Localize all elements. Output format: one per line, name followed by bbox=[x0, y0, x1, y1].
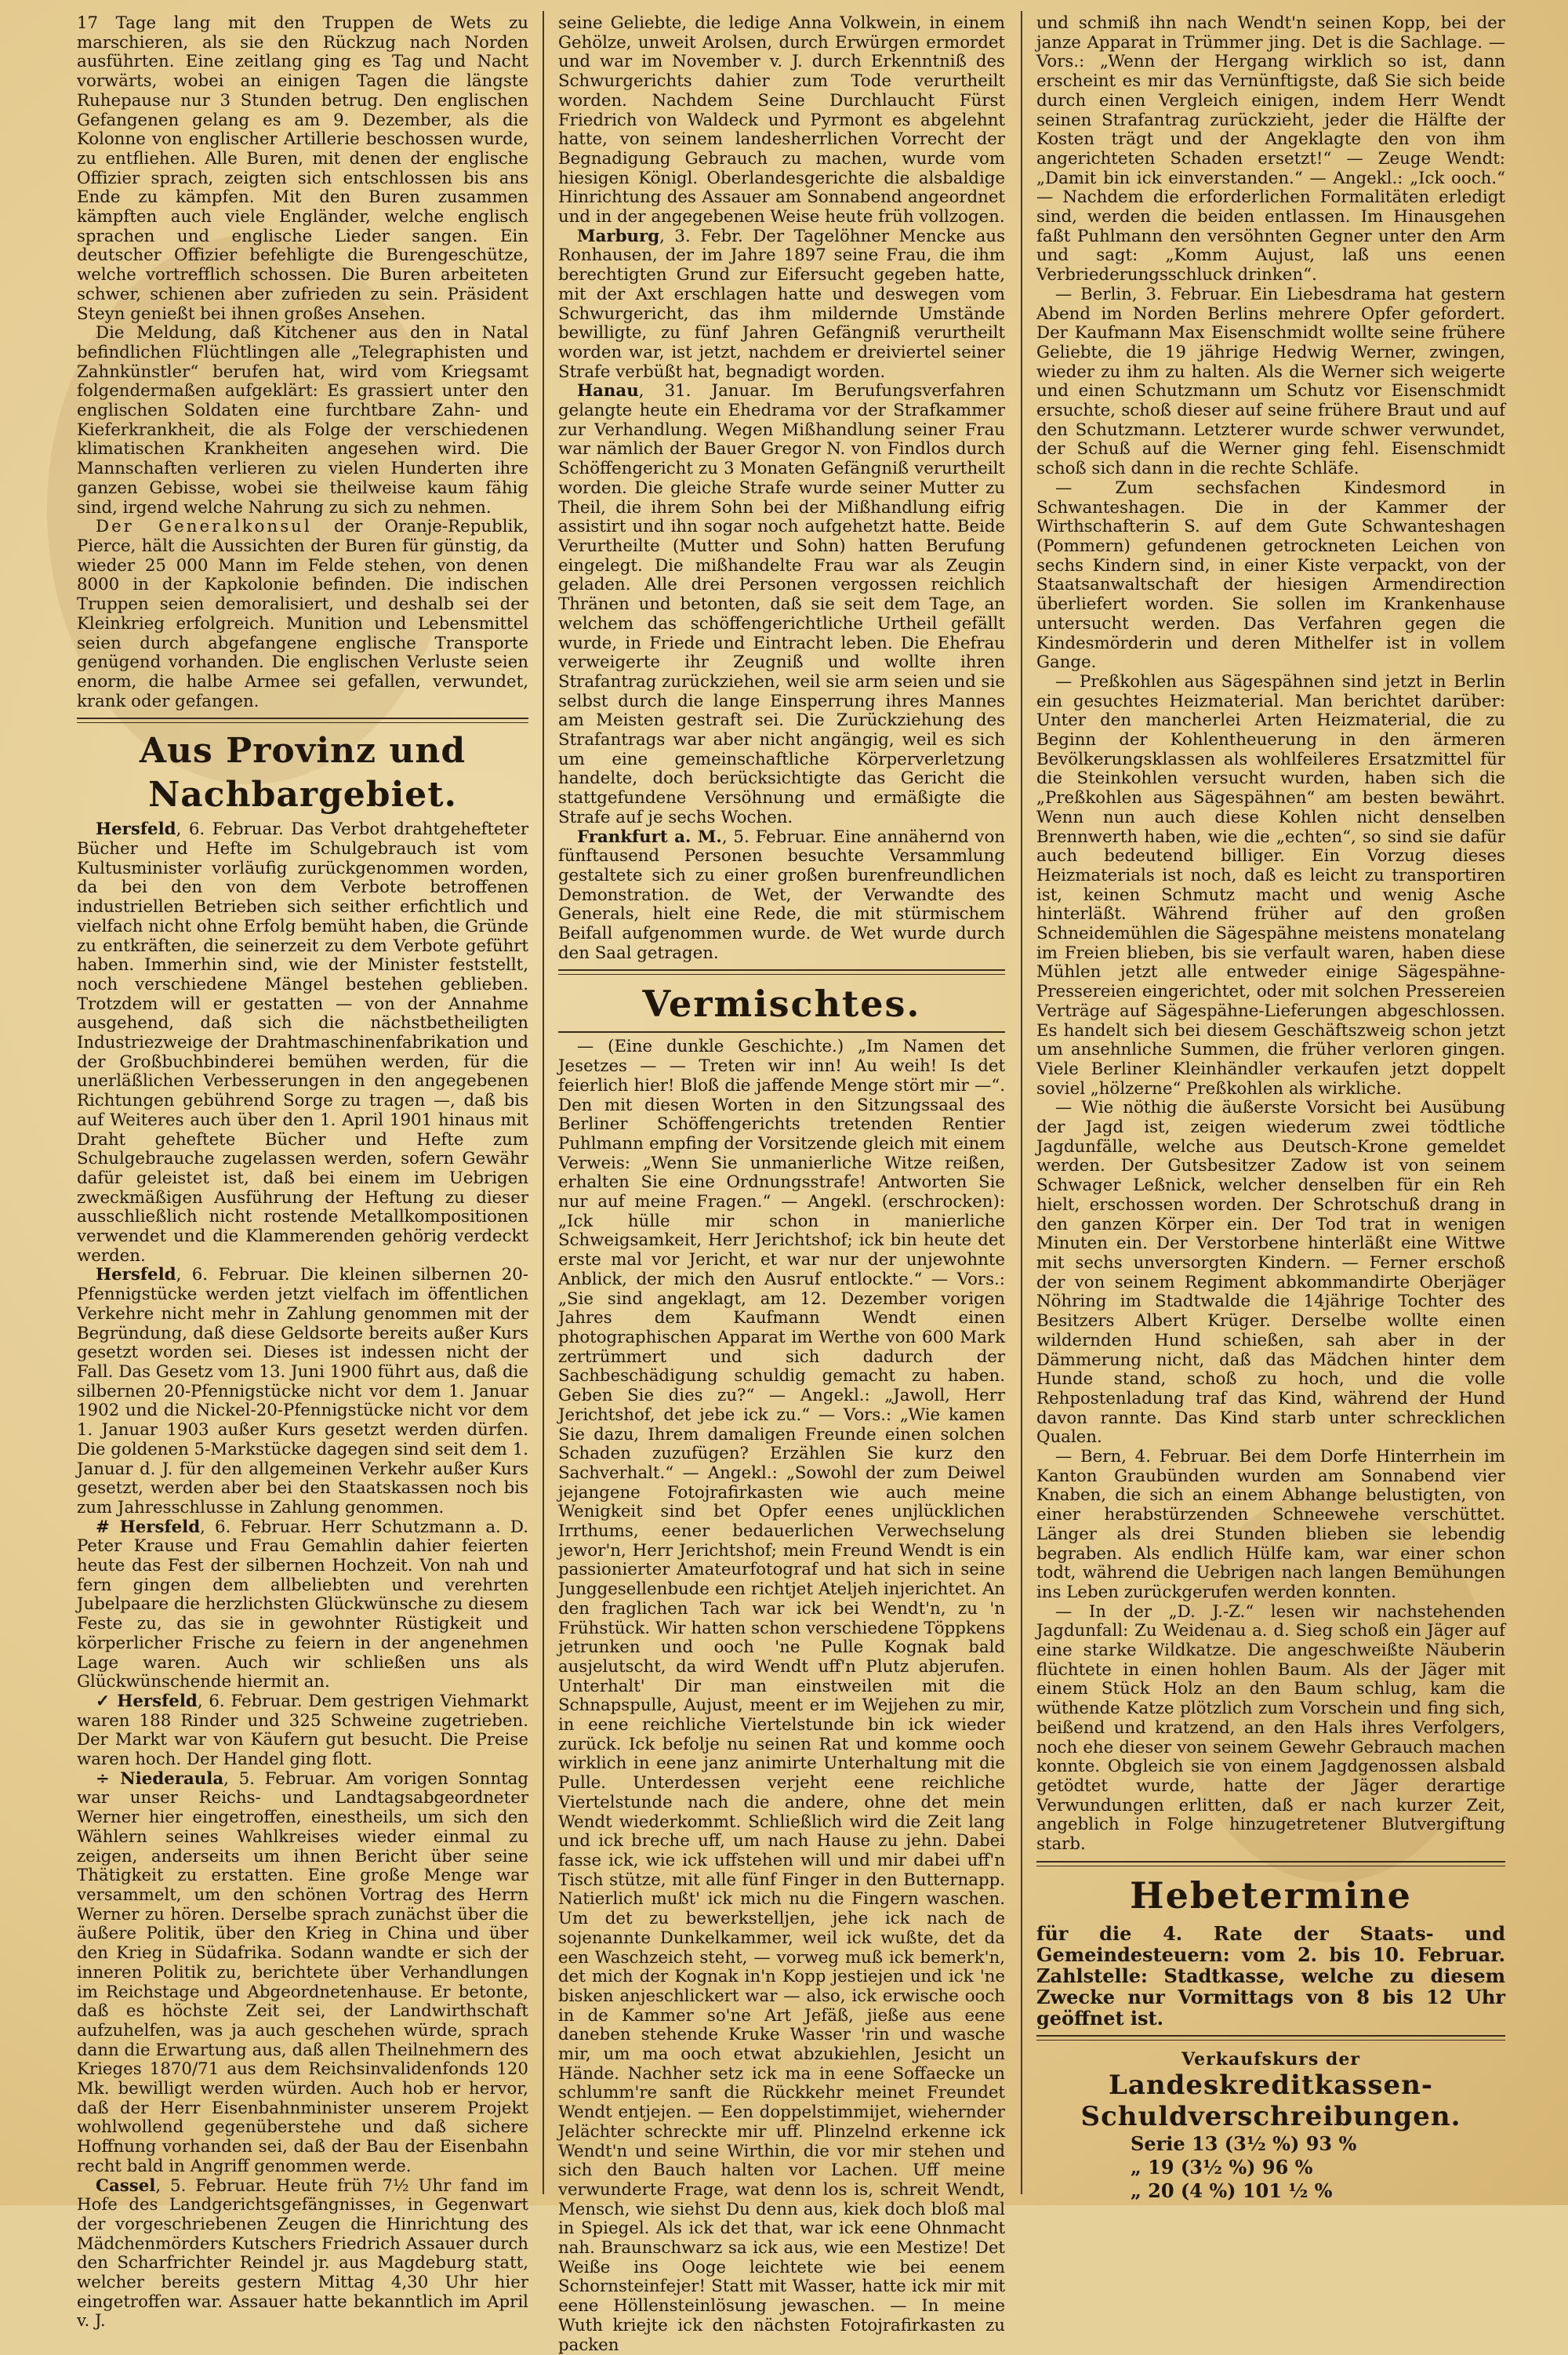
ad-hebetermine-text: für die 4. Rate der Staats- und Gemeindesteuern: vom 2. bis 10. Februar. Zahlstelle: Stadtkasse, welche zu diesem Zwecke nur Vormittags von 8 bis 12 Uhr geöffnet ist. bbox=[1036, 1921, 1505, 2030]
column-1 bbox=[77, 13, 529, 2331]
article-hersfeld-4: ✓ Hersfeld, 6. Februar. Dem gestrigen Viehmarkt waren 188 Rinder und 325 Schweine zugetrieben. Der Markt war von Käufern gut besucht. Die Preise waren hoch. Der Handel ging flott. bbox=[77, 1691, 528, 1770]
section-title-provinz: Aus Provinz und Nachbargebiet. bbox=[139, 731, 466, 816]
article-jagdunfaelle: — Wie nöthig die äußerste Vorsicht bei Ausübung der Jagd ist, zeigen wiederum zwei tödtliche Jagdunfälle, welche aus Deutsch-Krone gemeldet werden. Der Gutsbesitzer Zadow ist von seinem Schwager Leßnick, welcher denselben für ein Reh hielt, erschossen worden. Der Schrotschuß drang in den ganzen Körper ein. Der Tod trat in wenigen Minuten ein. Der Verstorbene hinterläßt eine Wittwe mit sechs unversorgten Kindern. — Ferner erschoß der von seinem Regiment abkommandirte Oberjäger Nöhring im Stadtwalde die 14jährige Tochter des Besitzers Albert Krüger. Derselbe wollte einen wildernden Hund schießen, sah aber in der Dämmerung nicht, daß das Mädchen hinter dem Hunde stand, schoß zu hoch, und die volle Rehpostenladung traf das Kind, während der Hund davon rannte. Das Kind starb unter schrecklichen Qualen. bbox=[1036, 1098, 1505, 1448]
article-frankfurt: Frankfurt a. M., 5. Februar. Eine annähernd von fünftausend Personen besuchte Versammlung gestaltete sich zu einer großen burenfreundlichen Demonstration. de Wet, der Verwandte des Generals, hielt eine Rede, die mit stürmischem Beifall aufgenommen wurde. de Wet wurde durch den Saal getragen. bbox=[558, 827, 1005, 963]
article-natal: Die Meldung, daß Kitchener aus den in Natal befindlichen Flüchtlingen alle „Telegraphisten und Zahnkünstler“ berufen hat, wird vom Kriegsamt folgendermaßen aufgeklärt: Es grassiert unter den englischen Soldaten eine furchtbare Zahn- und Kieferkrankheit, die als Folge der verschiedenen klimatischen Krankheiten angesehen wird. Die Mannschaften verlieren zu vielen Hunderten ihre ganzen Gebisse, wobei sie theilweise kaum fähig sind, irgend welche Nahrung zu sich zu nehmen. bbox=[77, 323, 528, 518]
section-rule bbox=[77, 718, 528, 723]
column-3 bbox=[1036, 13, 1505, 2202]
article-bern: — Bern, 4. Februar. Bei dem Dorfe Hinterrhein im Kanton Graubünden wurden am Sonnabend vier Knaben, die sich an einem Abhange belustigten, von einer herabstürzenden Schneewehe verschüttet. Länger als drei Stunden blieben sie lebendig begraben. Als endlich Hülfe kam, war einer schon todt, während die Uebrigen nach langen Bemühungen ins Leben zurückgerufen werden konnten. bbox=[1036, 1447, 1505, 1602]
section-rule bbox=[1036, 2035, 1505, 2041]
ad-title-hebetermine: Hebetermine bbox=[1130, 1873, 1412, 1917]
article-hersfeld-1: Hersfeld, 6. Februar. Das Verbot drahtgehefteter Bücher und Hefte im Schulgebrauch ist vom Kultusminister vorläufig zurückgenommen worden, da bei den von dem Verbote betroffenen industriellen Betrieben sich seither erfichtlich und vielfach nicht ohne Erfolg bemüht haben, die Gründe zu entkräften, die seinerzeit zu dem Verbote geführt haben. Immerhin sind, wie der Minister feststellt, noch verschiedene Mängel bestehen geblieben. Trotzdem will er gestatten — von der Annahme ausgehend, daß sich die nächstbetheiligten Industriezweige der Drahtmaschinenfabrikation und der Großbuchbinderei bemühen werden, für die unerläßlichen Verbesserungen in den angegebenen Richtungen gebührend Sorge zu tragen —, daß bis auf Weiteres auch über den 1. April 1901 hinaus mit Draht geheftete Bücher und Hefte zum Schulgebrauche zugelassen werden, sofern Gewähr dafür geleistet ist, daß bei einem im Uebrigen zweckmäßigen Ausführung der Heftung zu dieser ausschließlich nicht rostende Metallkompositionen verwendet und die Klammerenden gehörig verdeckt werden. bbox=[77, 820, 528, 1266]
ad-serie-row: „ 19 (3½ %) 96 % bbox=[1131, 2155, 1313, 2179]
article-hersfeld-3: # Hersfeld, 6. Februar. Herr Schutzmann a. D. Peter Krause und Frau Gemahlin dahier feierten heute das Fest der silbernen Hochzeit. Von nah und fern gingen dem allbeliebten und verehrten Jubelpaare die herzlichsten Glückwünsche zu diesem Feste zu, das sie in gewohnter Rüstigkeit und körperlicher Frische zu feiern in der angenehmen Lage waren. Auch wir schließen uns als Glückwünschende hiermit an. bbox=[77, 1517, 528, 1692]
column-divider bbox=[1021, 11, 1022, 2194]
article-intro: 17 Tage lang mit den Truppen de Wets zu marschieren, als sie den Rückzug nach Norden ausführten. Eine zeitlang ging es Tag und Nacht vorwärts, wobei an einigen Tagen die längste Ruhepause nur 3 Stunden betrug. Den englischen Gefangenen gelang es am 9. Dezember, als die Kolonne von englischer Artillerie beschossen wurde, zu entfliehen. Alle Buren, mit denen der englische Offizier sprach, zeigten sich entschlossen bis ans Ende zu kämpfen. Mit den Buren zusammen kämpften auch viele Engländer, welche englisch sprachen und englische Lieder sangen. Ein deutscher Offizier befehligte die Burengeschütze, welche vortrefflich schossen. Die Buren arbeiteten schwer, schienen aber zufrieden zu sein. Präsident Steyn genießt bei ihnen großes Ansehen. bbox=[77, 13, 528, 324]
section-rule bbox=[1036, 1861, 1505, 1866]
ad-kurs-heading: Landeskreditkassen-Schuldverschreibungen. bbox=[1080, 2069, 1461, 2132]
article-presskohlen: — Preßkohlen aus Sägespähnen sind jetzt in Berlin ein gesuchtes Heizmaterial. Man berichtet darüber: Unter den mancherlei Arten Heizmaterial, die zu Beginn der Kohlentheuerung in den ärmeren Bevölkerungsklassen als wohlfeileres Ersatzmittel für die Steinkohlen versucht wurden, haben sich die „Preßkohlen aus Sägespähnen“ am besten bewährt. Wenn nun auch diese Kohlen nicht denselben Brennwerth haben, wie die „echten“, so sind sie dafür auch bedeutend billiger. Ein Vorzug dieses Heizmaterials ist noch, daß es leicht zu transportiren ist, keinen Schmutz macht und wenig Asche hinterläßt. Während früher auf den großen Schneidemühlen die Sägespähne meistens monatelang im Freien blieben, bis sie verfault waren, haben diese Mühlen jetzt alle entweder einige Sägespähne-Pressereien eingerichtet, oder mit solchen Pressereien Verträge auf Sägespähne-Lieferungen abgeschlossen. Es handelt sich bei diesem Geschäftszweig schon jetzt um ansehnliche Summen, die früher verloren gingen. Viele Berliner Kleinhändler verkaufen jetzt doppelt soviel „hölzerne“ Preßkohlen als wirkliche. bbox=[1036, 671, 1505, 1099]
article-cassel-cont: seine Geliebte, die ledige Anna Volkwein, in einem Gehölze, unweit Arolsen, durch Erwürgen ermordet und war im November v. J. durch Erkenntniß des Schwurgerichts dahier zum Tode verurtheilt worden. Nachdem Seine Durchlaucht Fürst Friedrich von Waldeck und Pyrmont es abgelehnt hatte, von seinem landesherrlichen Vorrecht der Begnadigung Gebrauch zu machen, wurde vom hiesigen Königl. Oberlandesgerichte die alsbaldige Hinrichtung des Assauer am Sonnabend angeordnet und in der angegebenen Weise heute früh vollzogen. bbox=[558, 13, 1005, 227]
ad-kurs-title: Verkaufskurs der bbox=[1181, 2048, 1360, 2070]
article-hanau: Hanau, 31. Januar. Im Berufungsverfahren gelangte heute ein Ehedrama vor der Strafkammer zur Verhandlung. Wegen Mißhandlung seiner Frau war nämlich der Bauer Gregor N. von Findlos durch Schöffengericht zu 3 Monaten Gefängniß verurtheilt worden. Die gleiche Strafe wurde seiner Mutter zu Theil, die ihrem Sohn bei der Mißhandlung eifrig assistirt und ihn sogar noch aufgehetzt hatte. Beide Verurtheilte (Mutter und Sohn) hatten Berufung eingelegt. Die mißhandelte Frau war als Zeugin geladen. Alle drei Personen vergossen reichlich Thränen und betonten, daß sie seit dem Tage, an welchem das schöffengerichtliche Urtheil gefällt wurde, in Friede und Eintracht leben. Die Ehefrau verweigerte ihr Zeugniß und wollte ihren Strafantrag zurückziehen, weil sie arm seien und sie selbst durch die lange Einsperrung ihres Mannes am Meisten gestraft sei. Die Zurückziehung des Strafantrags war aber nicht angängig, weil es sich um eine gemeinschaftliche Körperverletzung handelte, doch berücksichtigte das Gericht die stattgefundene Versöhnung und ermäßigte die Strafe auf je sechs Wochen. bbox=[558, 381, 1005, 827]
konsul-lead: Der Generalkonsul bbox=[96, 517, 312, 537]
column-divider bbox=[543, 11, 544, 2194]
section-title-vermischtes: Vermischtes. bbox=[642, 983, 921, 1026]
column-2 bbox=[558, 13, 1005, 2355]
section-rule bbox=[558, 969, 1005, 975]
ad-serie-row: Serie 13 (3½ %) 93 % bbox=[1131, 2131, 1357, 2155]
article-konsul: Der Generalkonsul der Oranje-Republik, Pierce, hält die Aussichten der Buren für günstig, da wieder 25 000 Mann im Felde stehen, von denen 8000 in der Kapkolonie befinden. Die indischen Truppen seien demoralisiert, und deshalb sei der Kleinkrieg erfolgreich. Munition und Lebensmittel seien durch abgefangene englische Transporte genügend vorhanden. Die englischen Verluste seien enorm, die halbe Armee sei gefallen, verwundet, krank oder gefangen. bbox=[77, 517, 528, 711]
article-hersfeld-2: Hersfeld, 6. Februar. Die kleinen silbernen 20-Pfennigstücke werden jetzt vielfach im öffentlichen Verkehre nicht mehr in Zahlung genommen mit der Begründung, daß diese Geldsorte bereits außer Kurs gesetzt worden sei. Dieses ist indessen nicht der Fall. Das Gesetz vom 13. Juni 1900 führt aus, daß die silbernen 20-Pfennigstücke nicht vor dem 1. Januar 1902 und die Nickel-20-Pfennigstücke nicht vor dem 1. Januar 1903 außer Kurs gesetzt werden dürfen. Die goldenen 5-Markstücke dagegen sind seit dem 1. Januar d. J. für den allgemeinen Verkehr außer Kurs gesetzt, werden aber bei den Staatskassen noch bis zum Jahresschlusse in Zahlung genommen. bbox=[77, 1265, 528, 1517]
article-marburg: Marburg, 3. Febr. Der Tagelöhner Mencke aus Ronhausen, der im Jahre 1897 seine Frau, die ihm berechtigten Grund zur Eifersucht gegeben hatte, mit der Axt erschlagen hatte und deswegen vom Schwurgericht, das ihm mildernde Umstände bewilligte, zu fünf Jahren Gefängniß verurtheilt worden war, ist jetzt, nachdem er dreiviertel seiner Strafe verbüßt hat, begnadigt worden. bbox=[558, 226, 1005, 382]
article-wildkatze: — In der „D. J.-Z.“ lesen wir nachstehenden Jagdunfall: Zu Weidenau a. d. Sieg schoß ein Jäger auf eine starke Wildkatze. Die angeschweißte Näuberin flüchtete in einen hohlen Baum. Als der Jäger mit einem Stück Holz an den Baum schlug, kam die wüthende Katze plötzlich zum Vorschein und fing sich, beißend und kratzend, an den Hals ihres Verfolgers, noch ehe dieser von seinem Gewehr Gebrauch machen konnte. Obgleich sie von einem Jagdgenossen alsbald getödtet wurde, hatte der Jäger derartige Verwundungen erlitten, daß er nach kurzer Zeit, angeblich in Folge hinzugetretener Blutvergiftung starb. bbox=[1036, 1601, 1505, 1855]
article-kindesmord: — Zum sechsfachen Kindesmord in Schwanteshagen. Die in der Kammer der Wirthschafterin S. auf dem Gute Schwanteshagen (Pommern) gefundenen getrockneten Leichen von sechs Kindern sind, in einer Kiste verpackt, von der Staatsanwaltschaft der hiesigen Armendirection überliefert worden. Sie sollen im Krankenhause untersucht werden. Das Verfahren gegen die Kindesmörderin und deren Mithelfer ist in vollem Gange. bbox=[1036, 478, 1505, 673]
article-dunkle-geschichte: — (Eine dunkle Geschichte.) „Im Namen det Jesetzes — — Treten wir inn! Au weih! Is det feierlich hier! Bloß die jaffende Menge stört mir —“. Den mit diesen Worten in den Sitzungssaal des Berliner Schöffengerichts tretenden Rentier Puhlmann empfing der Vorsitzende gleich mit einem Verweis: „Wenn Sie unmanierliche Witze reißen, erhalten Sie eine Ordnungsstrafe! Antworten Sie nur auf meine Fragen.“ — Angekl. (erschrocken): „Ick hülle mir schon in manierliche Schweigsamkeit, Herr Jerichtshof; ick bin heute det erste mal vor Jericht, et war nur der unjewohnte Anblick, der mich den Ausruf entlockte.“ — Vors.: „Sie sind angeklagt, am 12. Dezember vorigen Jahres dem Kaufmann Wendt einen photographischen Apparat im Werthe von 600 Mark zertrümmert und sich dadurch der Sachbeschädigung schuldig gemacht zu haben. Geben Sie dies zu?“ — Angekl.: „Jawoll, Herr Jerichtshof, det jebe ick zu.“ — Vors.: „Wie kamen Sie dazu, Ihrem damaligen Freunde einen solchen Schaden zuzufügen? Erzählen Sie kurz den Sachverhalt.“ — Angekl.: „Sowohl der zum Deiwel jejangene Fotojrafirkasten wie auch meine Wenigkeit sind bet Opfer eenes unjlücklichen Irrthums, eener bedauerlichen Verwechselung jewor'n, Herr Jerichtshof; mein Freund Wendt is ein passionierter Amateurfotograf und hat sich in seine Junggesellenbude een richtjet Ateljeh injerichtet. An den fraglichen Tach war ick bei Wendt'n, zu 'n Frühstück. Wir hatten schon verschiedene Töppkens jetrunken und ooch 'ne Pulle Kognak bald ausjelutscht, da wird Wendt uff'n Plutz abjerufen. Unterhalt' Dir man einstweilen mit die Schnapspulle, Aujust, meent er im Wejjehen zu mir, in eene reichliche Viertelstunde bin ick wieder zurück. Ick befolje nu seinen Rat und komme ooch wirklich in eene janz animirte Unterhaltung mit die Pulle. Unterdessen verjeht eene reichliche Viertelstunde nach die andere, ohne det mein Wendt wiederkommt. Schließlich wird die Zeit lang und ick breche uff, um nach Hause zu jehn. Dabei fasse ick, wie ick uffstehen will und mir dabei uff'n Tisch stütze, mit alle fünf Finger in den Butternapp. Natierlich mußt' ick mich nu die Fingern waschen. Um det zu bewerkstelljen, jehe ick nach de sojenannte Dunkelkammer, weil ick wußte, det da een Waschzeich steht, — vorweg muß ick bemerk'n, det mich der Kognak in'n Kopp jestiejen und ick 'ne bisken anjeschlickert war — also, ick erwische ooch in de Kammer so'ne Art Jefäß, jieße aus eene daneben stehende Kruke Wasser 'rin und wasche mir, um ma ooch etwat abzukiehlen, Jesicht un Hände. Nachher setz ick ma in eene Soffaecke un schlumm're sanft die Rückkehr meinet Freundet Wendt entjejen. — Een doppelstimmijet, wiehernder Jelächter schreckte mir uff. Plinzelnd erkenne ick Wendt'n und seine Wirthin, die vor mir stehen und sich den Bauch halten vor Lachen. Uff meine verwunderte Frage, wat denn los is, schreit Wendt, Mensch, wie siehst Du denn aus, kiek doch bloß mal in Spiegel. Als ick det that, war ick eene Ohnmacht nah. Braunschwarz sa ick aus, wie een Mestize! Det Weiße ins Ooge leichtete wie bei eenem Schornsteinfejer! Statt mit Wasser, hatte ick mir mit eene Höllensteinlösung jewaschen. — In meine Wuth kriejte ick den nächsten Fotojrafirkasten zu packen bbox=[558, 1037, 1005, 2355]
article-niederaula: ÷ Niederaula, 5. Februar. Am vorigen Sonntag war unser Reichs- und Landtagsabgeordneter Werner hier eingetroffen, einestheils, um sich den Wählern seines Wahlkreises wieder einmal zu zeigen, anderseits um ihnen Bericht über seine Thätigkeit zu erstatten. Eine große Menge war versammelt, um den schönen Vortrag des Herrn Werner zu hören. Derselbe sprach zunächst über die äußere Politik, über den Krieg in China und über den Krieg in Südafrika. Sodann wandte er sich der inneren Politik zu, berichtete über Verhandlungen im Reichstage und Abgeordnetenhause. Er betonte, daß es höchste Zeit sei, der Landwirthschaft aufzuhelfen, was ja auch geschehen würde, sprach dann die Erwartung aus, daß allen Theilnehmern des Krieges 1870/71 aus dem Reichsinvalidenfonds 120 Mk. bewilligt werden würden. Auch hob er hervor, daß der Herr Eisenbahnminister unserem Projekt wohlwollend gegenüberstehe und daß sichere Hoffnung vorhanden sei, daß der Bau der Eisenbahn recht bald in Angriff genommen werde. bbox=[77, 1768, 529, 2176]
section-rule bbox=[558, 1031, 1005, 1033]
ad-serie-row: „ 20 (4 %) 101 ½ % bbox=[1131, 2179, 1333, 2202]
article-cassel: Cassel, 5. Februar. Heute früh 7½ Uhr fand im Hofe des Landgerichtsgefängnisses, in Gegenwart der vorgeschriebenen Zeugen die Hinrichtung des Mädchenmörders Kutschers Friedrich Assauer durch den Scharfrichter Reindel jr. aus Magdeburg statt, welcher bereits gestern Mittag 4,30 Uhr hier eingetroffen war. Assauer hatte bekanntlich im April v. J. bbox=[77, 2175, 528, 2331]
article-berlin: — Berlin, 3. Februar. Ein Liebesdrama hat gestern Abend im Norden Berlins mehrere Opfer gefordert. Der Kaufmann Max Eisenschmidt wollte seine frühere Geliebte, die 19 jährige Hedwig Werner, zwingen, wieder zu ihm zu halten. Als die Werner sich weigerte und einen Schutzmann um Schutz vor Eisenschmidt ersuchte, schoß dieser auf seine frühere Braut und auf den Schutzmann. Letzterer wurde schwer verwundet, der Schuß auf die Werner ging fehl. Eisenschmidt schoß sich dann in die rechte Schläfe. bbox=[1036, 284, 1505, 479]
article-dunkle-geschichte-cont: und schmiß ihn nach Wendt'n seinen Kopp, bei der janze Apparat in Trümmer jing. Det is die Sachlage. — Vors.: „Wenn der Hergang wirklich so ist, dann erscheint es mir das Vernünftigste, daß Sie sich beide durch einen Vergleich einigen, indem Herr Wendt seinen Strafantrag zurückzieht, jeder die Hälfte der Kosten trägt und der Angeklagte den von ihm angerichteten Schaden ersetzt!“ — Zeuge Wendt: „Damit bin ick einverstanden.“ — Angekl.: „Ick ooch.“ — Nachdem die erforderlichen Formalitäten erledigt sind, werden die beiden entlassen. Im Hinausgehen faßt Puhlmann den versöhnten Gegner unter den Arm und sagt: „Komm Aujust, laß uns eenen Verbriederungsschluck drinken“. bbox=[1036, 13, 1505, 285]
